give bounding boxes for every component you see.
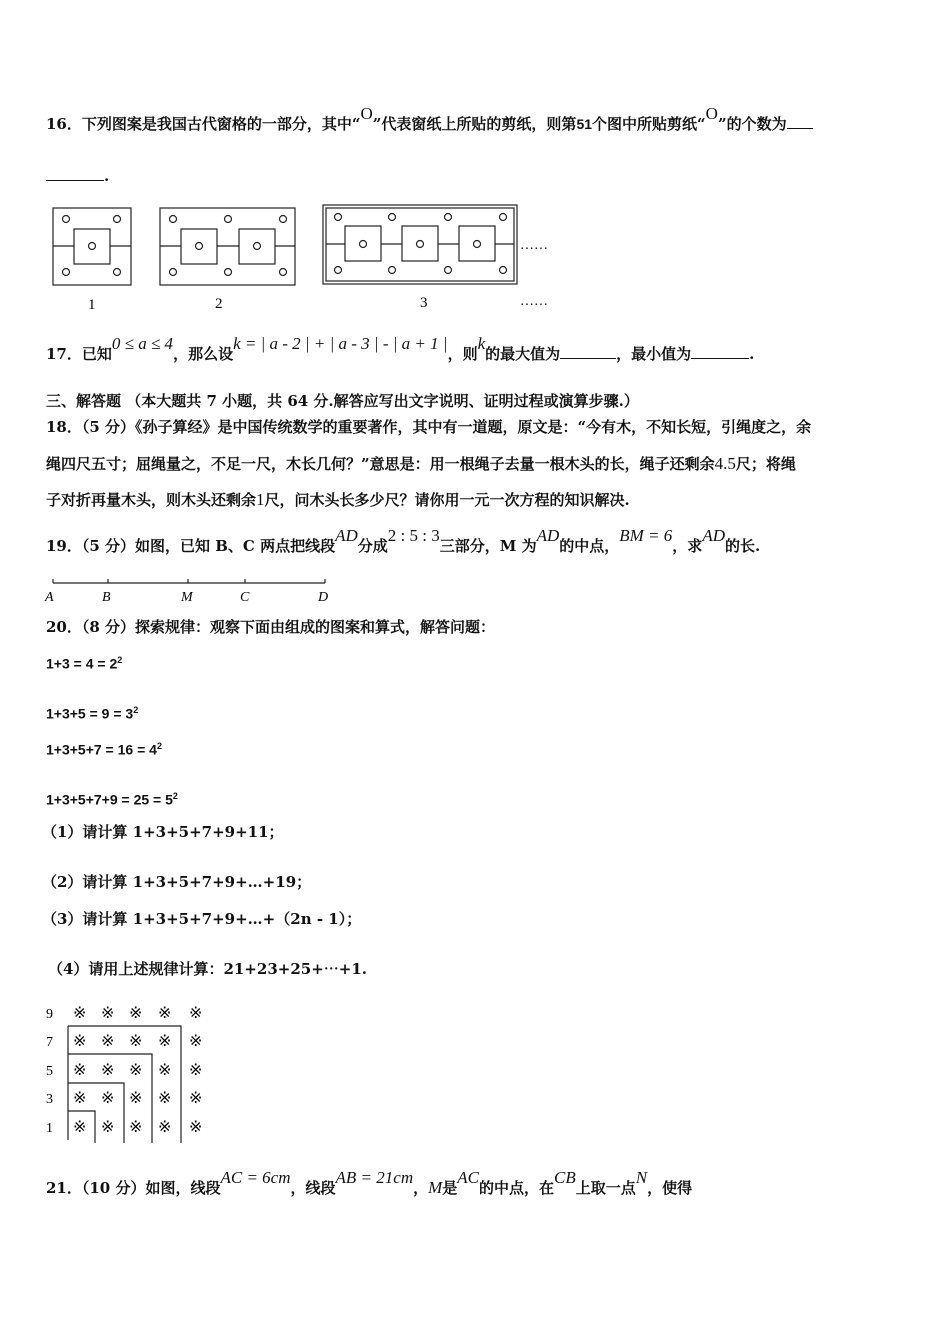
q17-max-blank <box>560 344 616 359</box>
q21-text-c: ， <box>413 1179 429 1197</box>
q21-ac: AC = 6cm <box>220 1168 291 1187</box>
q17-text-e: ，最小值为 <box>616 345 692 363</box>
q16-line1 <box>46 104 813 134</box>
grid-cell-symbol: ※ <box>189 1005 203 1022</box>
grid-cell-symbol: ※ <box>73 1062 87 1079</box>
q16-figure-num: 51 <box>576 116 593 132</box>
q20-eq-4 <box>46 786 178 810</box>
q21-cb: CB <box>554 1168 576 1187</box>
ellipsis-2: …… <box>520 294 548 309</box>
q20-part-4: （4）请用上述规律计算：21+23+25+⋯+1. <box>48 960 367 978</box>
grid-row-label-9: 9 <box>46 1007 53 1022</box>
fig-label-2: 2 <box>215 296 223 312</box>
q21-n: N <box>635 1168 648 1187</box>
q18-line3 <box>46 490 630 510</box>
ellipsis-1: …… <box>520 238 548 253</box>
point-label-a: A <box>45 590 54 605</box>
q19-bm: BM = 6 <box>619 526 673 545</box>
section3-heading: 三、解答题 （本大题共 7 小题，共 64 分.解答应写出文字说明、证明过程或演算步骤.） <box>46 392 639 410</box>
point-label-b: B <box>102 590 111 605</box>
eq2-text: 1+3+5 = 9 = 3 <box>46 705 134 722</box>
fig-label-1: 1 <box>88 297 96 313</box>
grid-cell-symbol: ※ <box>129 1005 143 1022</box>
q19-text-f: 的长. <box>724 537 761 555</box>
grid-cell-symbol: ※ <box>189 1033 203 1050</box>
eq1-exponent: 2 <box>117 655 123 665</box>
q18-number-4-5: 4.5 <box>714 454 736 473</box>
grid-cell-symbol: ※ <box>158 1062 172 1079</box>
q20-eq-1 <box>46 650 122 674</box>
eq3-exponent: 2 <box>156 741 162 751</box>
grid-row-label-7: 7 <box>46 1035 53 1050</box>
q18-line2-b: 尺；将绳 <box>735 455 796 473</box>
q19-text-b: 分成 <box>357 537 388 555</box>
q18-line3-a: 子对折再量木头，则木头还剩余 <box>46 491 257 509</box>
q19-ad-3: AD <box>702 526 725 545</box>
q17-text-c: ，则 <box>447 345 478 363</box>
q21-text-d: 是 <box>442 1179 458 1197</box>
grid-cell-symbol: ※ <box>158 1005 172 1022</box>
q16-text-d: ”的个数为 <box>717 115 787 133</box>
grid-cell-symbol: ※ <box>101 1005 115 1022</box>
grid-cell-symbol: ※ <box>189 1090 203 1107</box>
q17-expression: k = | a - 2 | + | a - 3 | - | a + 1 | <box>233 334 448 353</box>
q17-tail: . <box>749 345 755 363</box>
eq4-exponent: 2 <box>172 791 178 801</box>
grid-cell-symbol: ※ <box>189 1062 203 1079</box>
grid-row-label-5: 5 <box>46 1064 53 1079</box>
grid-cell-symbol: ※ <box>129 1090 143 1107</box>
q16-text-a: 下列图案是我国古代窗格的一部分，其中“ <box>81 115 361 133</box>
grid-row-label-3: 3 <box>46 1092 53 1107</box>
q19-segment-figure <box>40 575 340 605</box>
q16-number: 16． <box>46 115 82 133</box>
grid-row-label-1: 1 <box>46 1121 53 1136</box>
eq2-exponent: 2 <box>133 705 139 715</box>
eq3-text: 1+3+5+7 = 16 = 4 <box>46 741 157 758</box>
q17-number: 17． <box>46 345 82 363</box>
q16-window-figures <box>0 195 600 320</box>
grid-cell-symbol: ※ <box>129 1119 143 1136</box>
q21-text-b: ，线段 <box>290 1179 336 1197</box>
q18-number-1: 1 <box>256 490 265 509</box>
circle-symbol-2: O <box>705 104 718 123</box>
q16-line2 <box>46 166 109 186</box>
grid-cell-symbol: ※ <box>73 1033 87 1050</box>
q16-answer-blank-b <box>46 166 104 181</box>
q16-tail: . <box>104 167 110 185</box>
q16-text-b: ”代表窗纸上所贴的剪纸，则第 <box>372 115 577 133</box>
q18-line1: 18．（5 分）《孙子算经》是中国传统数学的重要著作，其中有一道题，原文是：“今有木，不知长短，引绳度之，余 <box>46 418 812 436</box>
point-label-d: D <box>318 590 329 605</box>
q17-text-b: ，那么设 <box>173 345 234 363</box>
q16-text-c: 个图中所贴剪纸“ <box>592 115 706 133</box>
grid-cell-symbol: ※ <box>189 1119 203 1136</box>
grid-cell-symbol: ※ <box>129 1062 143 1079</box>
grid-cell-symbol: ※ <box>158 1090 172 1107</box>
eq4-text: 1+3+5+7+9 = 25 = 5 <box>46 791 173 808</box>
grid-cell-symbol: ※ <box>101 1033 115 1050</box>
eq1-text: 1+3 = 4 = 2 <box>46 655 118 672</box>
q17-condition: 0 ≤ a ≤ 4 <box>111 334 174 353</box>
q20-part-1: （1）请计算 1+3+5+7+9+11； <box>42 823 284 841</box>
q21-text-e: 的中点，在 <box>479 1179 555 1197</box>
q19-text-c: 三部分，M 为 <box>439 537 537 555</box>
grid-cell-symbol: ※ <box>101 1062 115 1079</box>
q20-pattern-grid <box>40 998 230 1148</box>
q20-eq-2 <box>46 700 138 724</box>
q21-ab: AB = 21cm <box>335 1168 414 1187</box>
q19-line <box>46 526 761 556</box>
grid-cell-symbol: ※ <box>158 1119 172 1136</box>
grid-cell-symbol: ※ <box>101 1090 115 1107</box>
window-figure-3 <box>323 205 517 284</box>
grid-cell-symbol: ※ <box>129 1033 143 1050</box>
q20-intro: 20．（8 分）探索规律：观察下面由组成的图案和算式，解答问题： <box>46 618 496 636</box>
q21-m: M <box>428 1178 443 1197</box>
fig-label-3: 3 <box>420 295 428 311</box>
q18-line3-b: 尺，问木头长多少尺？请你用一元一次方程的知识解决. <box>264 491 630 509</box>
q17-var-k: k <box>477 334 486 353</box>
q17-text-a: 已知 <box>81 345 112 363</box>
q21-ac-2: AC <box>457 1168 480 1187</box>
q18-line2-a: 绳四尺五寸；屈绳量之，不足一尺，木长几何？”意思是：用一根绳子去量一根木头的长，绳子还剩余 <box>46 455 715 473</box>
grid-cell-symbol: ※ <box>73 1090 87 1107</box>
q17-min-blank <box>691 344 749 359</box>
q16-answer-blank-a <box>787 114 813 129</box>
q19-text-a: 19．（5 分）如图，已知 B、C 两点把线段 <box>46 537 336 555</box>
grid-cell-symbol: ※ <box>158 1033 172 1050</box>
q19-ad-1: AD <box>335 526 358 545</box>
q19-text-e: ，求 <box>672 537 703 555</box>
grid-cell-symbol: ※ <box>73 1119 87 1136</box>
circle-symbol-1: O <box>360 104 373 123</box>
window-figure-2 <box>160 208 295 285</box>
grid-cell-symbol: ※ <box>73 1005 87 1022</box>
q21-line <box>46 1168 693 1198</box>
point-label-c: C <box>240 590 250 605</box>
q17-text-d: 的最大值为 <box>485 345 561 363</box>
q21-text-f: 上取一点 <box>575 1179 636 1197</box>
q21-text-a: 21．（10 分）如图，线段 <box>46 1179 221 1197</box>
q18-line2 <box>46 454 796 474</box>
q19-ratio: 2 : 5 : 3 <box>387 526 440 545</box>
window-figure-1 <box>53 208 131 285</box>
point-label-m: M <box>181 590 193 605</box>
q19-ad-2: AD <box>536 526 560 545</box>
q20-eq-3 <box>46 736 162 760</box>
q20-part-2: （2）请计算 1+3+5+7+9+…+19； <box>42 873 312 891</box>
q19-text-d: 的中点， <box>559 537 620 555</box>
grid-cell-symbol: ※ <box>101 1119 115 1136</box>
q21-text-g: ，使得 <box>647 1179 693 1197</box>
q20-part-3: （3）请计算 1+3+5+7+9+…+（2n - 1）； <box>42 910 362 928</box>
q17-line <box>46 334 755 364</box>
